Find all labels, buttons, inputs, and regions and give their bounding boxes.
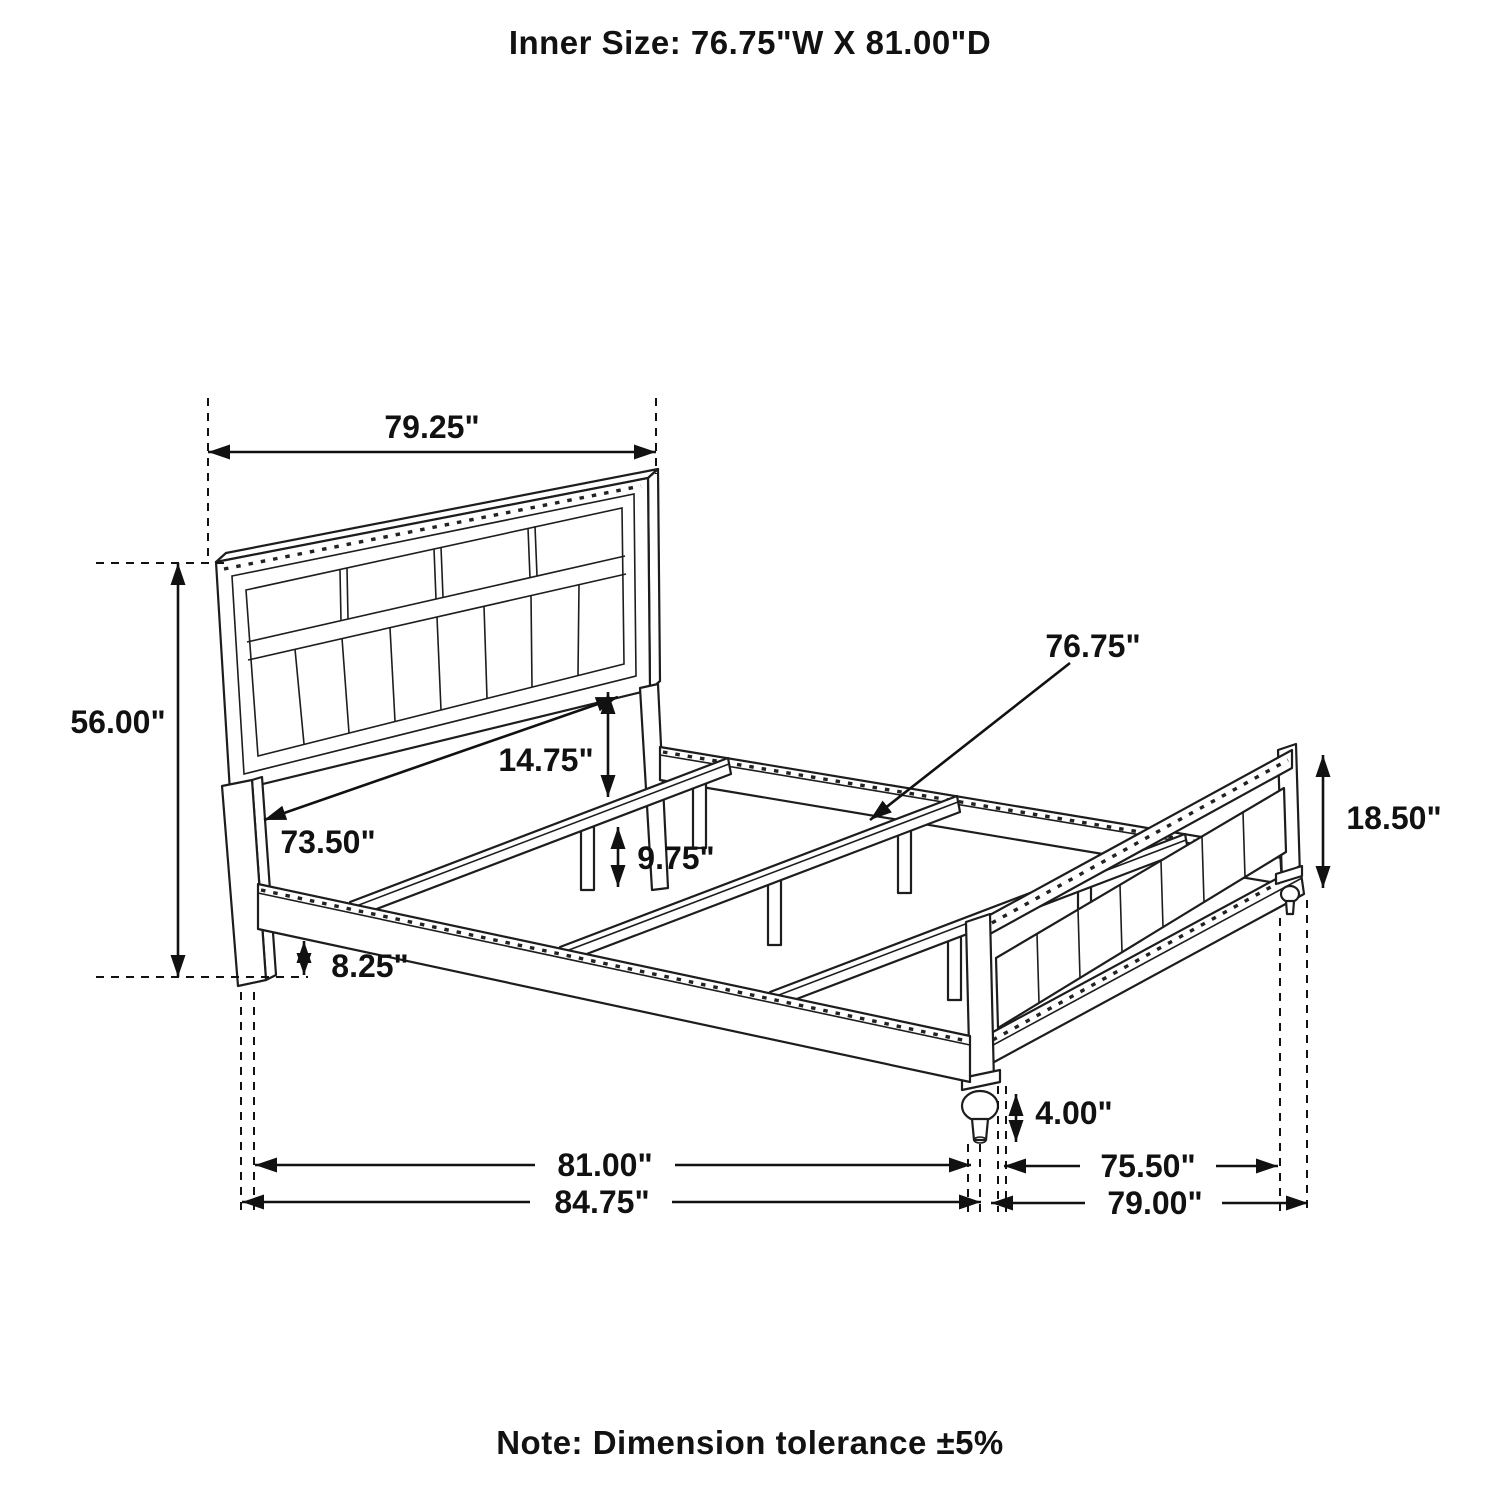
extension-line [1280, 900, 1307, 1212]
dim-footboard-inner-width-label: 75.50" [1100, 1148, 1196, 1184]
dim-foot-height-label: 4.00" [1035, 1095, 1113, 1131]
tolerance-note: Note: Dimension tolerance ±5% [496, 1424, 1004, 1461]
footboard-bun-foot [962, 1091, 998, 1121]
dim-rail-clearance-label: 8.25" [331, 948, 409, 984]
dim-slat-length-label: 76.75" [1045, 628, 1141, 664]
dimensions [70, 398, 1441, 1221]
dim-headboard-width-label: 79.25" [384, 409, 480, 445]
slat-support-leg [581, 827, 594, 890]
extension-line [241, 992, 254, 1212]
slat [350, 758, 731, 918]
dim-footboard-height-label: 18.50" [1346, 800, 1442, 836]
dim-slat-length-leader [870, 663, 1070, 820]
slat-support-leg [948, 936, 961, 1000]
dim-headboard-height-label: 56.00" [70, 704, 166, 740]
dim-headboard-clearance-label: 14.75" [498, 742, 594, 778]
footboard-far-bun-foot [1281, 886, 1299, 902]
slat-support-leg [898, 830, 911, 893]
slat-support-leg [693, 784, 706, 848]
dim-overall-length-label: 84.75" [554, 1184, 650, 1220]
slat-edge-line [351, 764, 729, 908]
dim-inner-length-label: 81.00" [557, 1147, 653, 1183]
dim-footboard-outer-width-label: 79.00" [1107, 1185, 1203, 1221]
footboard-far-foot-tip [1286, 901, 1294, 914]
slat-support-leg [768, 880, 781, 945]
dim-slat-support-label: 9.75" [637, 840, 715, 876]
dim-headboard-panel-label: 73.50" [280, 824, 376, 860]
page-title: Inner Size: 76.75"W X 81.00"D [508, 24, 992, 61]
